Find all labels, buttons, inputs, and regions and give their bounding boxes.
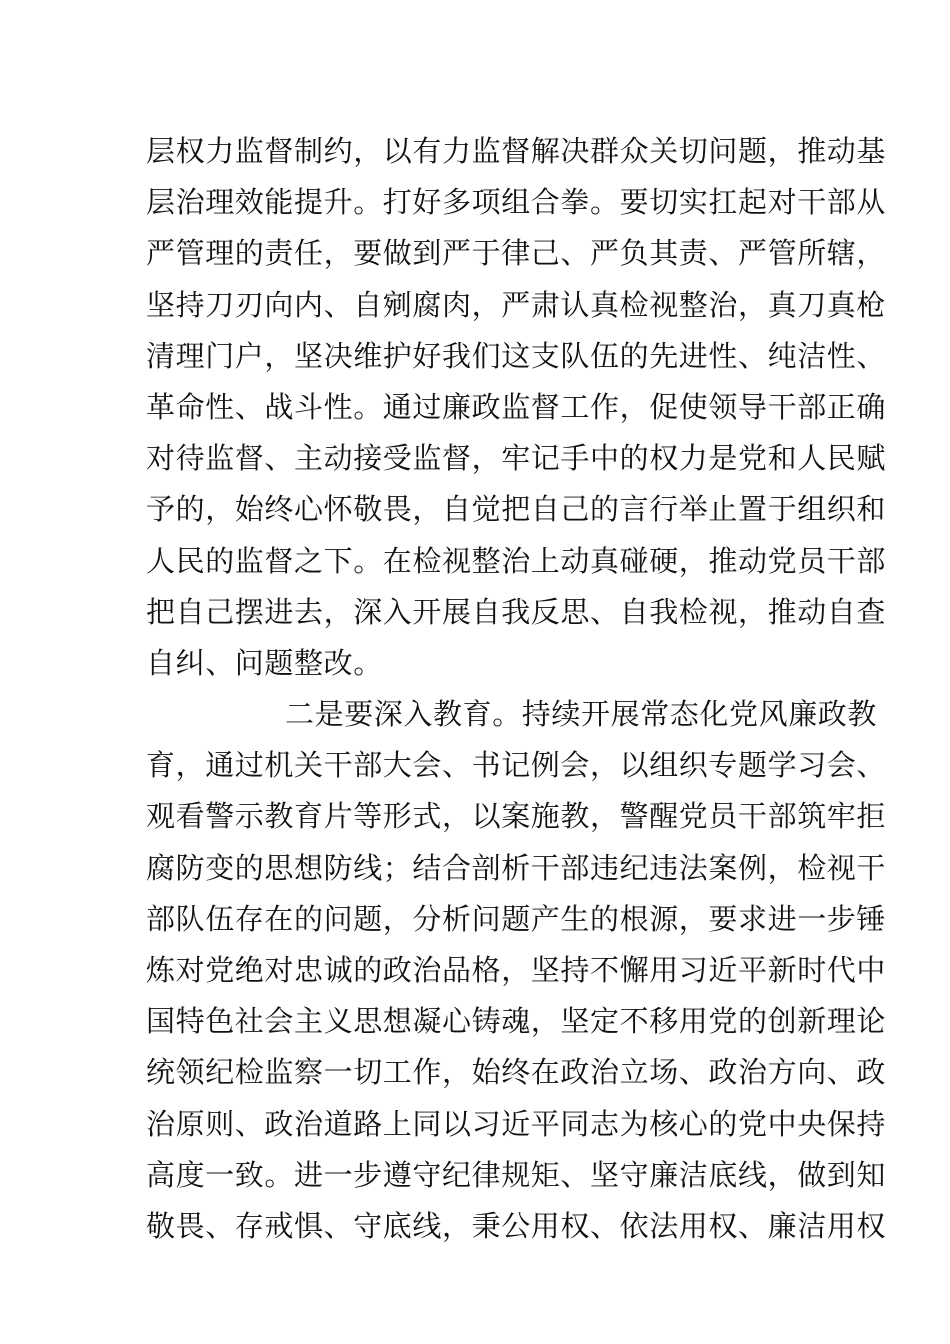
text-line-last: 自纠、问题整改。 [146,645,383,680]
text-line: 高度一致。进一步遵守纪律规矩、坚守廉洁底线，做到知 [146,1157,887,1192]
text-line: 敬畏、存戒惧、守底线，秉公用权、依法用权、廉洁用权 [146,1208,887,1243]
text-line: 人民的监督之下。在检视整治上动真碰硬，推动党员干部 [146,543,887,578]
document-body [146,126,887,1252]
text-line: 把自己摆进去，深入开展自我反思、自我检视，推动自查 [146,594,887,629]
text-line: 严管理的责任，要做到严于律己、严负其责、严管所辖， [146,236,887,271]
text-line: 对待监督、主动接受监督，牢记手中的权力是党和人民赋 [146,441,887,476]
text-line: 清理门户，坚决维护好我们这支队伍的先进性、纯洁性、 [146,338,887,373]
paragraph-first-line: 二是要深入教育。持续开展常态化党风廉政教 [285,697,878,732]
text-line: 坚持刀刃向内、自剜腐肉，严肃认真检视整治，真刀真枪 [146,287,887,322]
text-line: 腐防变的思想防线；结合剖析干部违纪违法案例，检视干 [146,850,887,885]
text-line: 育，通过机关干部大会、书记例会，以组织专题学习会、 [146,748,887,783]
text-line: 观看警示教育片等形式，以案施教，警醒党员干部筑牢拒 [146,799,887,834]
paragraph-1 [146,126,887,689]
text-line: 层治理效能提升。打好多项组合拳。要切实扛起对干部从 [146,185,887,220]
paragraph-2 [146,689,887,1252]
text-line: 予的，始终心怀敬畏，自觉把自己的言行举止置于组织和 [146,492,887,527]
text-line: 统领纪检监察一切工作，始终在政治立场、政治方向、政 [146,1055,887,1090]
text-line: 层权力监督制约，以有力监督解决群众关切问题，推动基 [146,134,887,168]
text-line: 部队伍存在的问题，分析问题产生的根源，要求进一步锤 [146,901,887,936]
text-line: 革命性、战斗性。通过廉政监督工作，促使领导干部正确 [146,389,887,424]
text-line: 炼对党绝对忠诚的政治品格，坚持不懈用习近平新时代中 [146,953,887,987]
text-line: 国特色社会主义思想凝心铸魂，坚定不移用党的创新理论 [146,1004,887,1039]
text-line: 治原则、政治道路上同以习近平同志为核心的党中央保持 [146,1106,887,1141]
